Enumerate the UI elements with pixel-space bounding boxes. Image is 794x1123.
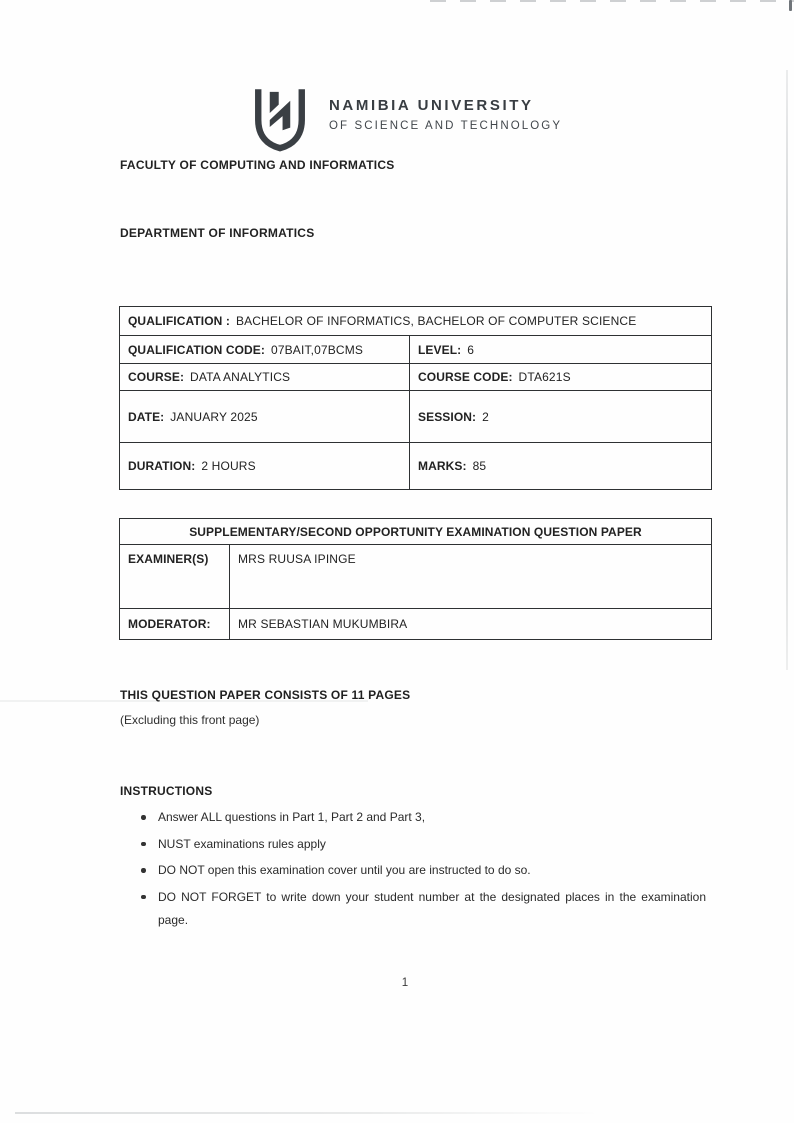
qualification-code-label: QUALIFICATION CODE:	[128, 342, 265, 357]
examiner-label-cell	[120, 545, 230, 608]
faculty-title: FACULTY OF COMPUTING AND INFORMATICS	[120, 158, 395, 172]
instruction-item: DO NOT open this examination cover until you are instructed to do so.	[120, 859, 706, 882]
course-code-value: DTA621S	[518, 370, 571, 384]
qualification-code-cell	[120, 336, 410, 363]
university-wordmark	[329, 97, 562, 132]
course-code-cell	[410, 364, 711, 390]
duration-value: 2 HOURS	[201, 459, 256, 473]
page-count-note: (Excluding this front page)	[120, 713, 260, 727]
course-cell	[120, 364, 410, 390]
instruction-item: DO NOT FORGET to write down your student number at the designated places in the examination page.	[120, 886, 706, 932]
scan-artifact-right-crease	[786, 70, 788, 670]
moderator-value: MR SEBASTIAN MUKUMBIRA	[238, 617, 408, 631]
instruction-item: NUST examinations rules apply	[120, 833, 706, 856]
paper-type-table	[119, 518, 712, 640]
instruction-item: Answer ALL questions in Part 1, Part 2 and Part 3,	[120, 806, 706, 829]
table-row-qualification	[120, 307, 711, 335]
university-name-line1: NAMIBIA UNIVERSITY	[329, 97, 534, 114]
table-row-moderator	[120, 608, 711, 639]
department-title: DEPARTMENT OF INFORMATICS	[120, 226, 315, 240]
session-value: 2	[482, 409, 489, 424]
qualification-cell	[120, 307, 711, 335]
course-code-label: COURSE CODE:	[418, 370, 513, 384]
moderator-label: MODERATOR:	[128, 617, 211, 631]
table-row-code-level	[120, 335, 711, 363]
date-label: DATE:	[128, 409, 165, 424]
duration-label: DURATION:	[128, 459, 196, 473]
university-name-line2: OF SCIENCE AND TECHNOLOGY	[329, 120, 563, 132]
level-value: 6	[467, 342, 475, 357]
examiner-value-cell	[230, 545, 711, 608]
scan-artifact-bottom-edge	[15, 1112, 600, 1114]
qualification-value: BACHELOR OF INFORMATICS, BACHELOR OF COMPUTER SCIENCE	[235, 314, 637, 328]
level-cell	[410, 336, 711, 363]
table-row-duration-marks	[120, 442, 711, 489]
date-cell	[120, 391, 410, 442]
paper-title-row	[120, 519, 711, 544]
examiner-label: EXAMINER(S)	[128, 552, 209, 566]
marks-value: 85	[472, 459, 487, 473]
table-row-examiner	[120, 544, 711, 608]
course-label: COURSE:	[128, 370, 185, 384]
instructions-heading: INSTRUCTIONS	[120, 784, 213, 798]
table-row-course	[120, 363, 711, 390]
paper-title: SUPPLEMENTARY/SECOND OPPORTUNITY EXAMINATION QUESTION PAPER	[189, 524, 642, 539]
course-value: DATA ANALYTICS	[190, 370, 291, 384]
marks-cell	[410, 443, 711, 489]
scan-artifact-top-edge	[430, 0, 794, 2]
qualification-code-value: 07BAIT,07BCMS	[271, 342, 363, 357]
session-label: SESSION:	[418, 409, 477, 424]
exam-details-table	[119, 306, 712, 490]
nust-shield-logo-icon	[248, 86, 312, 154]
duration-cell	[120, 443, 410, 489]
examiner-value: MRS RUUSA IPINGE	[238, 552, 356, 566]
scan-artifact-corner-mark	[789, 0, 792, 11]
table-row-date-session	[120, 390, 711, 442]
moderator-value-cell	[230, 609, 711, 639]
marks-label: MARKS:	[418, 459, 467, 473]
instructions-list	[120, 806, 706, 935]
date-value: JANUARY 2025	[170, 409, 258, 424]
qualification-label: QUALIFICATION :	[128, 314, 230, 328]
page-number: 1	[401, 977, 409, 989]
session-cell	[410, 391, 711, 442]
page-count-statement: THIS QUESTION PAPER CONSISTS OF 11 PAGES	[120, 688, 411, 702]
moderator-label-cell	[120, 609, 230, 639]
level-label: LEVEL:	[418, 342, 462, 357]
